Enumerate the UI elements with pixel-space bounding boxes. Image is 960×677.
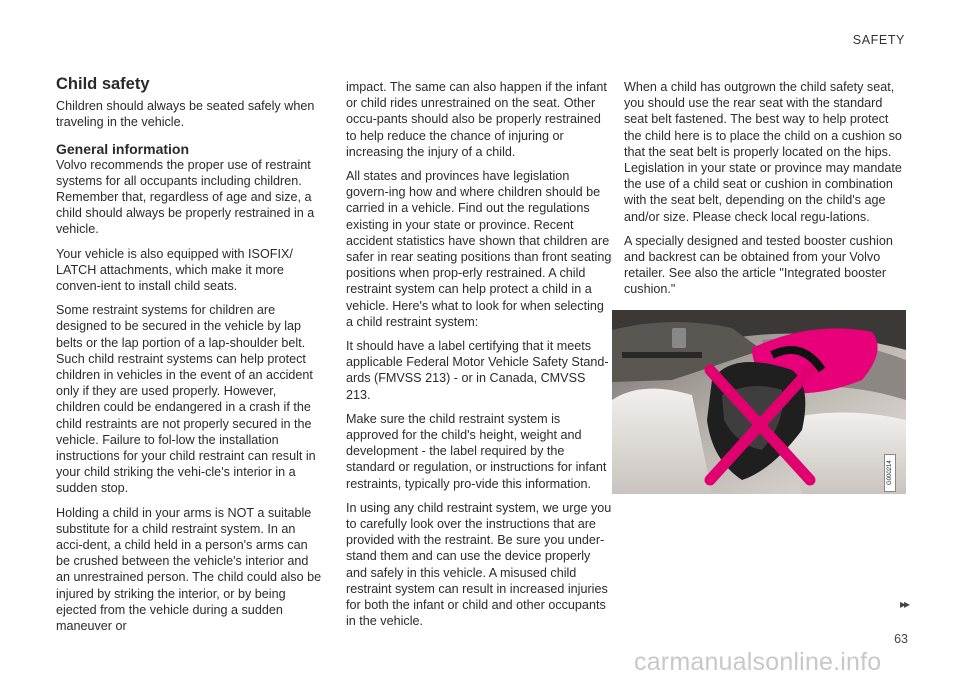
child-seat-warning-illustration [612, 310, 906, 494]
paragraph: Your vehicle is also equipped with ISOFIX/ LATCH attachments, which make it more conven-ient to install child seats. [56, 246, 293, 294]
paragraph: impact. The same can also happen if the infant or child rides unrestrained on the seat. Other occu-pants should also be properly restrained to help reduce the chance of injuring or increasing the injury of a child. [346, 80, 607, 159]
paragraph: Make sure the child restraint system is approved for the child's height, weight and development - the label required by the standard or regulation, or instructions for infant restraints, typically pro-vide this information. [346, 411, 607, 491]
subheading: General information [56, 140, 190, 157]
column-2 [346, 79, 612, 638]
paragraph: Volvo recommends the proper use of restraint systems for all occupants including children. Remember that, regardless of age and size, a child should always be properly restrained in a vehicle. [56, 157, 315, 237]
watermark: carmanualsonline.info [634, 648, 882, 676]
column-3 [624, 79, 908, 306]
column-1 [56, 76, 322, 642]
figure-id: G000214 [884, 454, 896, 492]
paragraph: A specially designed and tested booster cushion and backrest can be obtained from your Volvo retailer. See also the article "Integrated booster cushion." [624, 233, 893, 297]
page-title: Child safety [56, 75, 150, 93]
car-interior-drawing [612, 310, 906, 494]
paragraph: It should have a label certifying that it meets applicable Federal Motor Vehicle Safety Stand-ards (FMVSS 213) - or in Canada, CMVSS 213. [346, 339, 609, 402]
intro-text: Children should always be seated safely when traveling in the vehicle. [56, 99, 315, 130]
paragraph: When a child has outgrown the child safety seat, you should use the rear seat with the standard seat belt fastened. The best way to help protect the child here is to place the child on a cushion so that the seat belt is properly located on the hips. Legislation in your state or province may mandate the use of a child seat or cushion in combination with the seat belt, depending on the child's age and/or size. Please check local regu-lations. [624, 80, 902, 224]
page-number: 63 [894, 632, 908, 646]
paragraph: In using any child restraint system, we urge you to carefully look over the instructions that are provided with the restraint. Be sure you under-stand them and can use the device properly and safely in this vehicle. A misused child restraint system can result in increased injuries for both the infant or child and other occupants in the vehicle. [346, 500, 612, 629]
continue-arrows-icon: ▸▸ [899, 597, 908, 611]
paragraph: Some restraint systems for children are designed to be secured in the vehicle by lap belts or the lap portion of a lap-shoulder belt. Such child restraint systems can help protect children in vehicles in the event of an accident only if they are used properly. However, children could be endangered in a crash if the child restraints are not properly secured in the vehicle. Failure to fol-low the installation instructions for your child restraint can result in your child striking the vehi-cle's interior in a sudden stop. [56, 303, 316, 496]
paragraph: All states and provinces have legislation govern-ing how and where children should be carried in a vehicle. Find out the regulations existing in your state or province. Recent accident statistics have shown that children are safer in rear seating positions than front seating positions when prop-erly restrained. A child restraint system can help protect a child in a vehicle. Here's what to look for when selecting a child restraint system: [346, 169, 612, 329]
paragraph: Holding a child in your arms is NOT a suitable substitute for a child restraint system. In an acci-dent, a child held in a person's arms can be crushed between the vehicle's interior and an unrestrained person. The child could also be injured by striking the interior, or by being ejected from the vehicle during a sudden maneuver or [56, 505, 322, 634]
section-header: SAFETY [852, 33, 905, 47]
